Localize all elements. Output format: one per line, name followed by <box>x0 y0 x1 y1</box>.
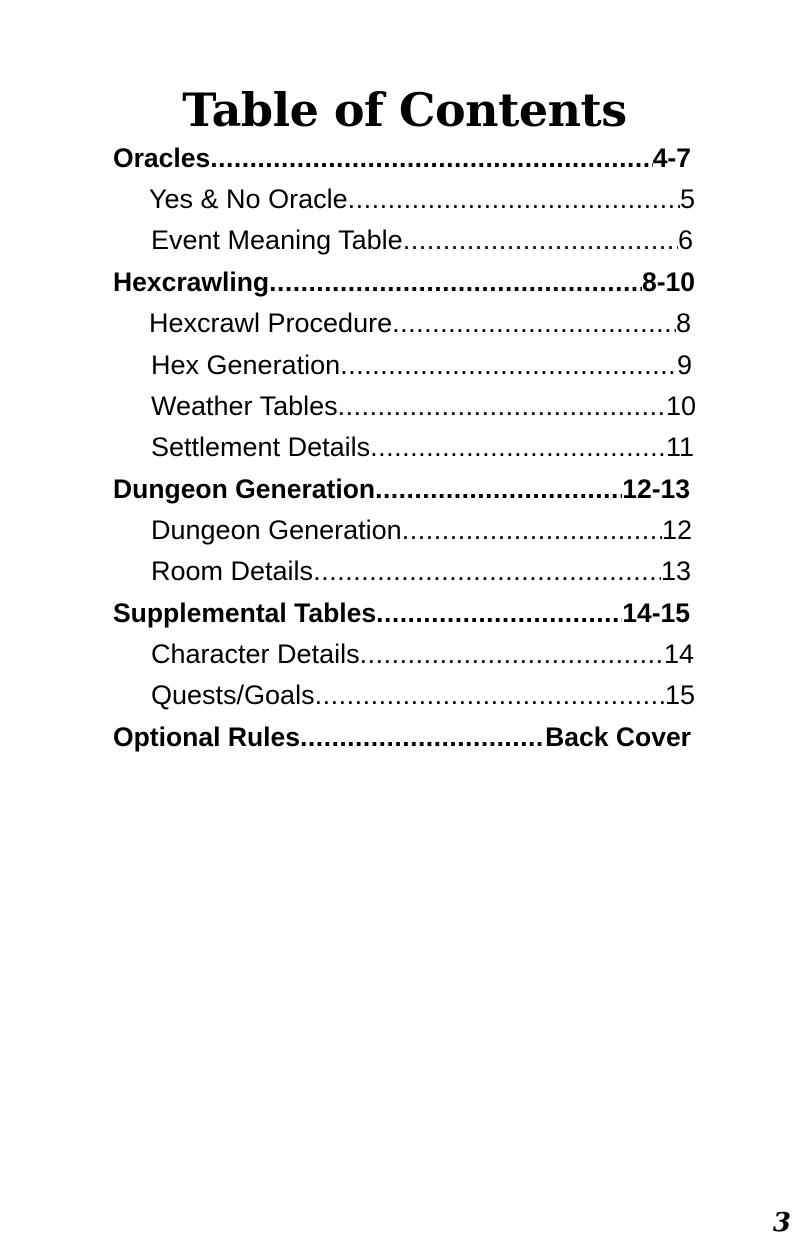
toc-entry-page: 12-13 <box>622 474 690 504</box>
dot-leader <box>370 427 666 467</box>
toc-entry-label: Weather Tables <box>151 391 338 421</box>
toc-entry-label: Supplemental Tables <box>113 598 377 628</box>
toc-entry-page: 12 <box>661 515 692 545</box>
dot-leader <box>376 593 622 633</box>
toc-entry-optional-rules[interactable] <box>113 717 691 757</box>
dot-leader <box>300 717 545 757</box>
dot-leader <box>348 179 680 219</box>
dot-leader <box>340 345 677 385</box>
toc-entry-oracles[interactable] <box>113 138 691 178</box>
toc-entry-page: 14 <box>663 639 694 669</box>
toc-entry-hexcrawl-procedure[interactable] <box>149 303 691 343</box>
toc-entry-event-meaning-table[interactable] <box>151 220 693 260</box>
dot-leader <box>375 469 622 509</box>
dot-leader <box>269 262 642 302</box>
dot-leader <box>360 634 664 674</box>
toc-entry-label: Room Details <box>151 556 314 586</box>
toc-entry-label: Hexcrawl Procedure <box>149 308 393 338</box>
toc-entry-character-details[interactable] <box>151 634 694 674</box>
toc-entry-weather-tables[interactable] <box>151 386 696 426</box>
toc-entry-label: Yes & No Oracle <box>149 184 348 214</box>
toc-entry-page: 8 <box>675 308 691 338</box>
toc-entry-label: Hex Generation <box>151 350 341 380</box>
page-title: Table of Contents <box>182 83 627 137</box>
dot-leader <box>313 551 661 591</box>
toc-entry-page: 10 <box>665 391 696 421</box>
toc-entry-label: Oracles <box>113 143 211 173</box>
toc-entry-supplemental-tables[interactable] <box>113 593 690 633</box>
toc-entry-label: Hexcrawling <box>113 267 270 297</box>
page-number: 3 <box>772 1208 791 1238</box>
toc-entry-label: Quests/Goals <box>151 680 315 710</box>
dot-leader <box>403 220 678 260</box>
toc-entry-dungeon-generation[interactable] <box>151 510 692 550</box>
toc-entry-label: Settlement Details <box>151 432 371 462</box>
toc-entry-page: 8-10 <box>641 267 695 297</box>
toc-entry-yes-no-oracle[interactable] <box>149 179 695 219</box>
toc-entry-dungeon-generation-section[interactable] <box>113 469 690 509</box>
toc-entry-page: 6 <box>677 225 693 255</box>
toc-entry-quests-goals[interactable] <box>151 675 695 715</box>
toc-entry-page: 4-7 <box>652 143 691 173</box>
dot-leader <box>392 303 676 343</box>
toc-entry-settlement-details[interactable] <box>151 427 694 467</box>
dot-leader <box>315 675 665 715</box>
toc-entry-page: 13 <box>660 556 691 586</box>
dot-leader <box>402 510 662 550</box>
dot-leader <box>210 138 652 178</box>
toc-entry-room-details[interactable] <box>151 551 691 591</box>
toc-entry-label: Dungeon Generation <box>151 515 402 545</box>
toc-entry-page: 9 <box>676 350 692 380</box>
toc-entry-label: Optional Rules <box>113 722 300 752</box>
toc-entry-page: 11 <box>665 432 694 462</box>
toc-entry-page: 5 <box>679 184 695 214</box>
toc-entry-hex-generation[interactable] <box>151 345 692 385</box>
toc-entry-page: 14-15 <box>622 598 690 628</box>
toc-entry-label: Event Meaning Table <box>151 225 403 255</box>
toc-entry-page: 15 <box>664 680 695 710</box>
toc-entry-label: Dungeon Generation <box>113 474 376 504</box>
toc-entry-page: Back Cover <box>545 722 691 752</box>
toc-entry-label: Character Details <box>151 639 360 669</box>
dot-leader <box>338 386 666 426</box>
toc-entry-hexcrawling[interactable] <box>113 262 695 302</box>
